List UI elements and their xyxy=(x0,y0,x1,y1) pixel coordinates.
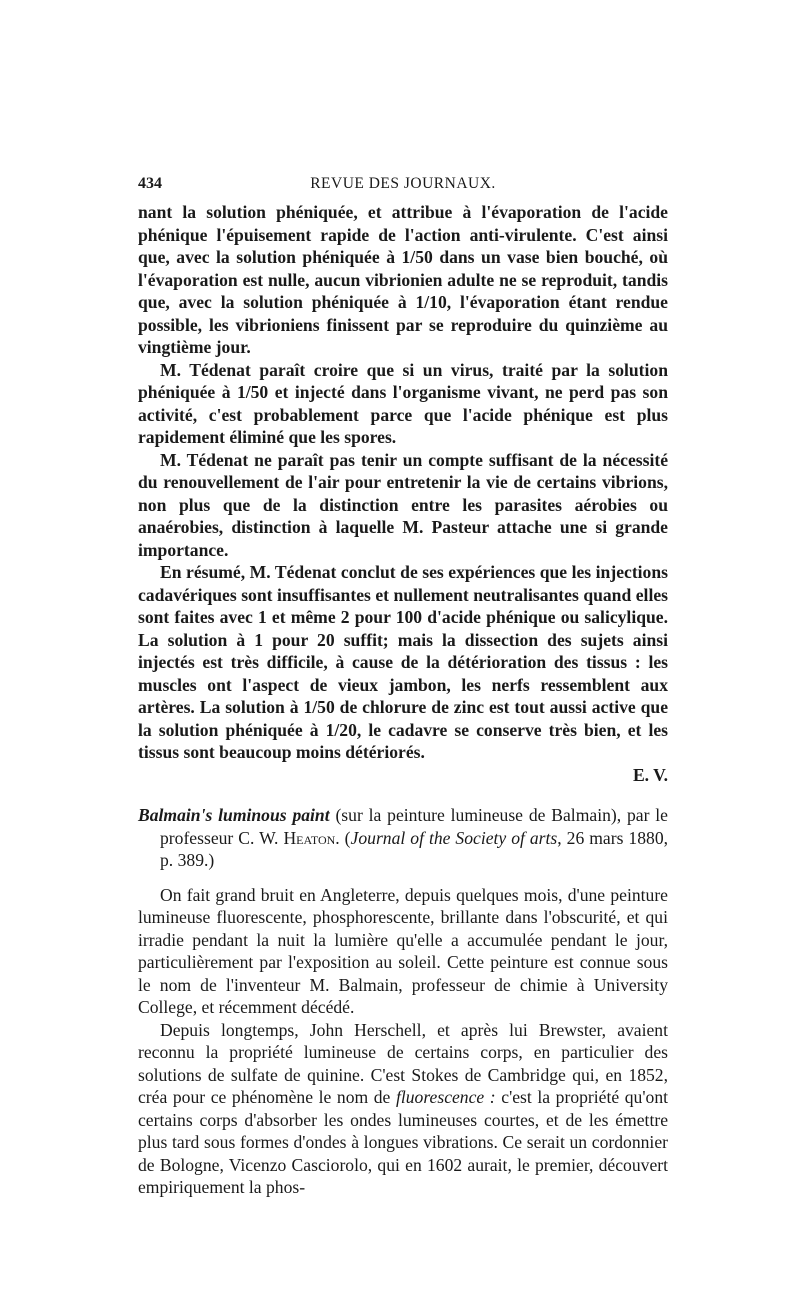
page-header xyxy=(138,175,668,197)
paragraph: nant la solution phéniquée, et attribue à l'évaporation de l'acide phénique l'épuisement rapide de l'action anti-virulente. C'est ainsi que, avec la solution phéniquée à 1/50 dans un vase bien bouché, où l'évaporation est nulle, aucun vibrionien adulte ne se reproduit, tandis que, avec la solution phéniquée à 1/10, l'évaporation étant rendue possible, les vibrioniens finissent par se reproduire du quinzième au vingtième jour. xyxy=(138,202,668,357)
article-translation: (sur la peinture lumineuse de Balmain), xyxy=(335,805,622,825)
section-balmain xyxy=(138,884,668,1199)
paragraph-text: Depuis longtemps, John Herschell, et après lui Brewster, avaient reconnu la propriété lumineuse de certains corps, en particulier des solutions de sulfate de quinine. C'est Stokes de Cambridge qui, en 1852, créa pour ce phénomène le nom de xyxy=(138,1019,668,1107)
book-page xyxy=(138,175,668,1199)
section-tedenat xyxy=(138,201,668,786)
author-initials: E. V. xyxy=(632,764,668,785)
article-author: Heaton xyxy=(283,827,336,848)
article-journal: Journal of the Society of arts xyxy=(350,827,558,848)
paragraph-text: c'est la propriété qu'ont certains corps d'absorber les ondes lumineuses courtes, et de les émettre plus tard sous formes d'ondes à longues vibrations. Ce serait un cordonnier de Bologne, Vicenzo Casciorolo, qui en 1602 aurait, le premier, découvert empiriquement la phos- xyxy=(138,1087,668,1197)
paragraph: En résumé, M. Tédenat conclut de ses expériences que les injections cadavériques sont insuffisantes et nullement neutralisantes quand elles sont faites avec 1 et même 2 pour 100 d'acide phénique ou salicylique. La solution à 1 pour 20 suffit; mais la dissection des sujets ainsi injectés est très difficile, à cause de la détérioration des tissus : les muscles ont l'aspect de vieux jambon, les nerfs ressemblent aux artères. La solution à 1/50 de chlorure de zinc est tout aussi active que la solution phéniquée à 1/20, le cadavre se conserve très bien, et les tissus sont beaucoup moins détériorés. xyxy=(138,562,668,762)
paragraph: M. Tédenat ne paraît pas tenir un compte suffisant de la nécessité du renouvellement de l'air pour entretenir la vie de certains vibrions, non plus que de la distinction entre les parasites aérobies ou anaérobies, distinction à laquelle M. Pasteur attache une si grande importance. xyxy=(138,449,668,560)
section-gap xyxy=(138,786,668,804)
page-number: 434 xyxy=(138,175,162,192)
article-by: par le professeur C. W. xyxy=(160,805,668,848)
article-heading: Balmain's luminous paint (sur la peinture lumineuse de Balmain), par le professeur C. W. Heaton. (Journal of the Society of arts, 26 mars 1880, p. 389.) xyxy=(138,805,669,870)
paragraph xyxy=(138,1019,668,1199)
article-citation: 26 mars 1880, p. 389.) xyxy=(160,827,669,870)
paragraph: On fait grand bruit en Angleterre, depuis quelques mois, d'une peinture lumineuse fluorescente, phosphorescente, brillante dans l'obscurité, et qui irradie pendant la nuit la lumière qu'elle a accumulée pendant le jour, particulièrement par l'exposition au soleil. Cette peinture est connue sous le nom de l'inventeur M. Balmain, professeur de chimie à University College, et récemment décédé. xyxy=(138,884,668,1017)
paragraph: M. Tédenat paraît croire que si un virus, traité par la solution phéniquée à 1/50 et injecté dans l'organisme vivant, ne perd pas son activité, c'est probablement parce que l'acide phénique est plus rapidement éliminé que les spores. xyxy=(138,359,668,447)
running-head: REVUE DES JOURNAUX. xyxy=(310,175,496,192)
term-fluorescence: fluorescence : xyxy=(395,1087,496,1107)
article-title: Balmain's luminous paint xyxy=(138,805,330,825)
